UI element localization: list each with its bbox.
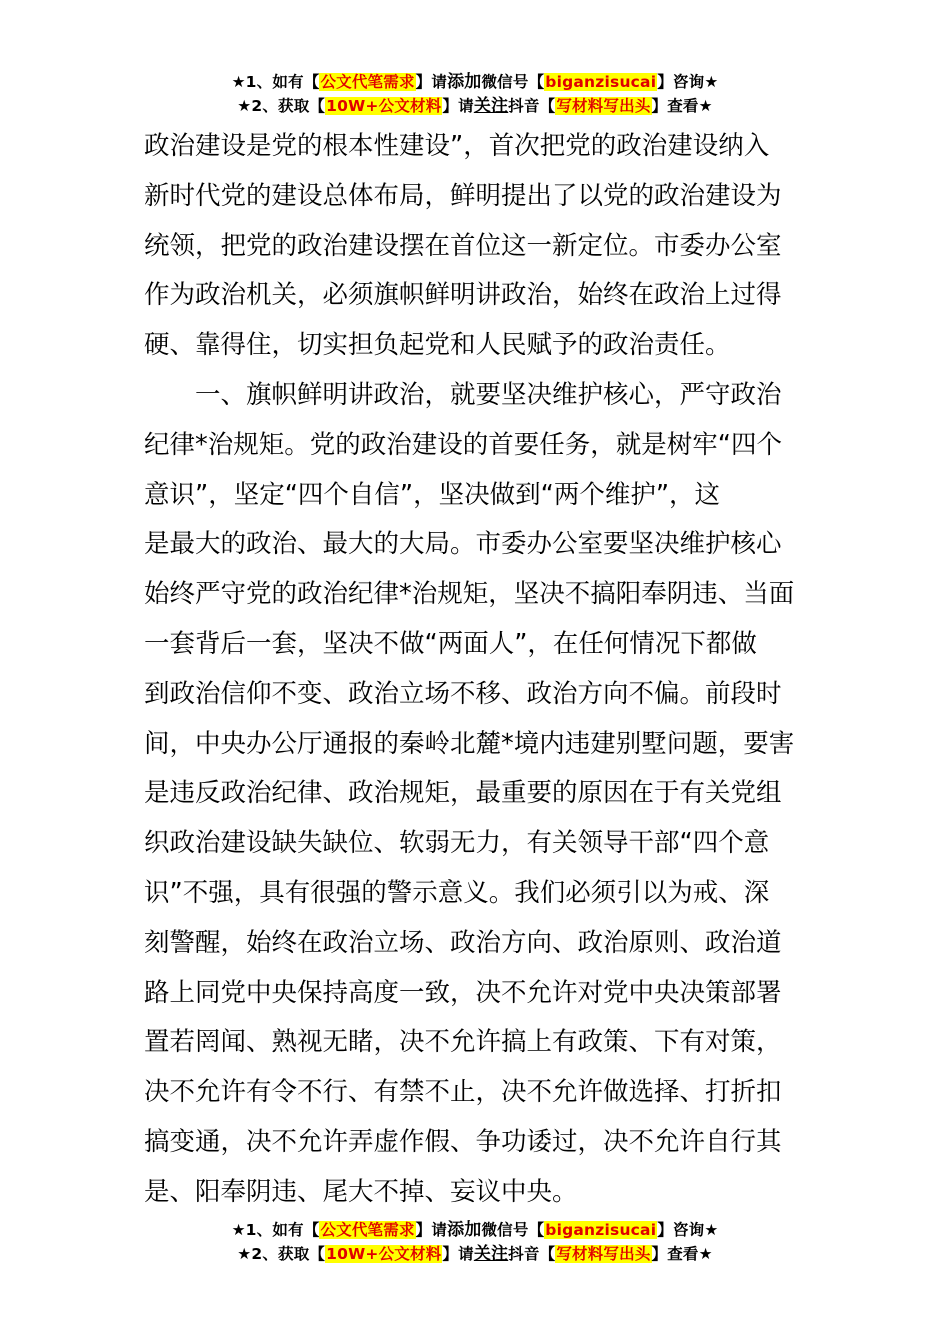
- body-line: 作为政治机关，必须旗帜鲜明讲政治，始终在政治上过得: [144, 280, 782, 311]
- banner-text: 抖音【: [508, 97, 556, 115]
- banner-text: 】请: [442, 1245, 474, 1263]
- banner-line-1: [0, 70, 950, 94]
- header-banner: [0, 70, 950, 118]
- body-line: 始终严守党的政治纪律*治规矩，坚决不搞阳奉阴违、当面: [144, 579, 795, 610]
- highlight-ghostwriting: 公文代笔需求: [320, 1221, 415, 1239]
- body-line: 路上同党中央保持高度一致，决不允许对党中央决策部署: [144, 977, 782, 1008]
- banner-emphasis: 添加: [447, 72, 482, 92]
- highlight-douyin: 写材料写出头: [556, 1245, 651, 1263]
- highlight-wechat-id: biganzisucai: [545, 1221, 657, 1239]
- body-line: 织政治建设缺失缺位、软弱无力，有关领导干部“四个意: [144, 828, 770, 859]
- highlight-wechat-id: biganzisucai: [545, 73, 657, 91]
- section-heading-line: 一、旗帜鲜明讲政治，就要坚决维护核心，严守政治: [144, 379, 782, 410]
- body-line: 是、阳奉阴违、尾大不掉、妄议中央。: [144, 1176, 578, 1207]
- body-line: 硬、靠得住，切实担负起党和人民赋予的政治责任。: [144, 330, 731, 361]
- body-line: 间，中央办公厅通报的秦岭北麓*境内违建别墅问题，要害: [144, 728, 795, 759]
- banner-text: ★2、获取【: [237, 97, 326, 115]
- body-line: 意识”，坚定“四个自信”，坚决做到“两个维护”，这: [144, 479, 721, 510]
- banner-text: 抖音【: [508, 1245, 556, 1263]
- banner-text: ★2、获取【: [237, 1245, 326, 1263]
- banner-emphasis: 关注: [473, 96, 509, 116]
- banner-text: 微信号【: [481, 73, 545, 91]
- highlight-ghostwriting: 公文代笔需求: [320, 73, 415, 91]
- banner-emphasis: 添加: [447, 1220, 482, 1240]
- banner-text: 微信号【: [481, 1221, 545, 1239]
- body-line: 置若罔闻、熟视无睹，决不允许搞上有政策、下有对策，: [144, 1027, 782, 1058]
- body-line: 识”不强，具有很强的警示意义。我们必须引以为戒、深: [144, 877, 770, 908]
- banner-line-2: [0, 94, 950, 118]
- body-line: 政治建设是党的根本性建设”，首次把党的政治建设纳入: [144, 131, 770, 161]
- body-line: 是最大的政治、最大的大局。市委办公室要坚决维护核心: [144, 529, 782, 560]
- banner-text: 】请: [442, 97, 474, 115]
- highlight-materials: 10W+公文材料: [326, 1245, 442, 1263]
- banner-text: 】查看★: [651, 97, 713, 115]
- document-body: [144, 122, 806, 1218]
- banner-text: 】咨询★: [657, 1221, 719, 1239]
- body-line: 纪律*治规矩。党的政治建设的首要任务，就是树牢“四个: [144, 429, 782, 460]
- banner-text: ★1、如有【: [231, 1221, 320, 1239]
- body-line: 一套背后一套，坚决不做“两面人”，在任何情况下都做: [144, 628, 757, 659]
- banner-line-1: [0, 1218, 950, 1242]
- banner-emphasis: 关注: [473, 1244, 509, 1264]
- body-line: 搞变通，决不允许弄虚作假、争功诿过，决不允许自行其: [144, 1126, 782, 1157]
- body-line: 新时代党的建设总体布局，鲜明提出了以党的政治建设为: [144, 180, 782, 211]
- body-line: 刻警醒，始终在政治立场、政治方向、政治原则、政治道: [144, 927, 782, 958]
- highlight-douyin: 写材料写出头: [556, 97, 651, 115]
- banner-text: 】查看★: [651, 1245, 713, 1263]
- banner-text: 】请: [415, 1221, 448, 1239]
- body-line: 统领，把党的政治建设摆在首位这一新定位。市委办公室: [144, 230, 782, 261]
- body-line: 决不允许有令不行、有禁不止，决不允许做选择、打折扣: [144, 1077, 782, 1108]
- footer-banner: [0, 1218, 950, 1266]
- body-line: 是违反政治纪律、政治规矩，最重要的原因在于有关党组: [144, 778, 782, 809]
- banner-text: 】请: [415, 73, 448, 91]
- banner-text: ★1、如有【: [231, 73, 320, 91]
- banner-line-2: [0, 1242, 950, 1266]
- body-line: 到政治信仰不变、政治立场不移、政治方向不偏。前段时: [144, 678, 782, 709]
- highlight-materials: 10W+公文材料: [326, 97, 442, 115]
- banner-text: 】咨询★: [657, 73, 719, 91]
